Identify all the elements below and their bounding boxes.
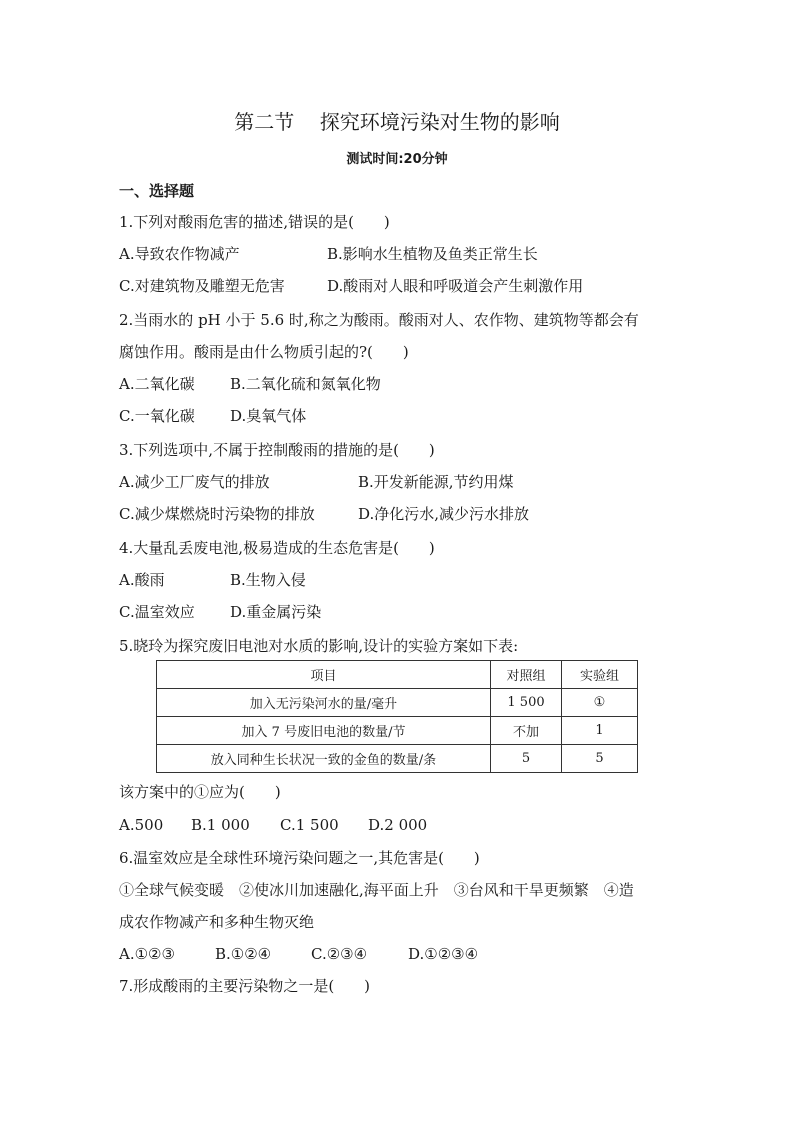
q2-option-b: B.二氧化硫和氮氧化物 bbox=[230, 375, 381, 393]
table-header: 对照组 bbox=[491, 661, 562, 689]
table-row bbox=[157, 689, 638, 717]
q3-option-b: B.开发新能源,节约用煤 bbox=[358, 473, 514, 491]
table-header-row bbox=[157, 661, 638, 689]
section-heading: 一、选择题 bbox=[119, 182, 195, 200]
q5-option-c: C.1 500 bbox=[280, 816, 339, 834]
page-title: 第二节 探究环境污染对生物的影响 bbox=[234, 110, 560, 134]
test-time: 测试时间:20分钟 bbox=[346, 152, 448, 167]
q6-option-a: A.①②③ bbox=[119, 945, 175, 963]
question-6-stem: 6.温室效应是全球性环境污染问题之一,其危害是( ) bbox=[119, 849, 480, 867]
question-3-stem: 3.下列选项中,不属于控制酸雨的措施的是( ) bbox=[119, 441, 435, 459]
table-cell: 5 bbox=[491, 745, 562, 773]
q5-option-a: A.500 bbox=[119, 816, 164, 834]
q2-option-d: D.臭氧气体 bbox=[230, 407, 307, 425]
q2-option-c: C.一氧化碳 bbox=[119, 407, 195, 425]
question-7-stem: 7.形成酸雨的主要污染物之一是( ) bbox=[119, 977, 371, 995]
q1-option-a: A.导致农作物减产 bbox=[119, 245, 240, 263]
table-cell: 1 bbox=[562, 717, 638, 745]
question-5-followup: 该方案中的①应为( ) bbox=[119, 783, 281, 801]
question-5-stem: 5.晓玲为探究废旧电池对水质的影响,设计的实验方案如下表: bbox=[119, 637, 519, 655]
question-6-items-line1: ①全球气候变暖 ②使冰川加速融化,海平面上升 ③台风和干旱更频繁 ④造 bbox=[119, 881, 634, 899]
q4-option-a: A.酸雨 bbox=[119, 571, 165, 589]
table-row bbox=[157, 717, 638, 745]
q5-option-b: B.1 000 bbox=[191, 816, 250, 834]
q1-option-d: D.酸雨对人眼和呼吸道会产生刺激作用 bbox=[327, 277, 584, 295]
q6-option-c: C.②③④ bbox=[311, 945, 368, 963]
question-2-stem-line2: 腐蚀作用。酸雨是由什么物质引起的?( ) bbox=[119, 343, 409, 361]
q3-option-d: D.净化污水,减少污水排放 bbox=[358, 505, 530, 523]
q2-option-a: A.二氧化碳 bbox=[119, 375, 195, 393]
question-4-stem: 4.大量乱丢废电池,极易造成的生态危害是( ) bbox=[119, 539, 435, 557]
q4-option-d: D.重金属污染 bbox=[230, 603, 322, 621]
table-cell: 加入无污染河水的量/毫升 bbox=[157, 689, 491, 717]
table-row bbox=[157, 745, 638, 773]
q1-option-c: C.对建筑物及雕塑无危害 bbox=[119, 277, 285, 295]
question-6-items-line2: 成农作物减产和多种生物灭绝 bbox=[119, 913, 315, 931]
q4-option-c: C.温室效应 bbox=[119, 603, 195, 621]
q3-option-c: C.减少煤燃烧时污染物的排放 bbox=[119, 505, 315, 523]
table-cell: 加入 7 号废旧电池的数量/节 bbox=[157, 717, 491, 745]
q3-option-a: A.减少工厂废气的排放 bbox=[119, 473, 270, 491]
q1-option-b: B.影响水生植物及鱼类正常生长 bbox=[327, 245, 538, 263]
table-cell: 5 bbox=[562, 745, 638, 773]
table-cell: ① bbox=[562, 689, 638, 717]
q5-option-d: D.2 000 bbox=[368, 816, 428, 834]
experiment-table bbox=[156, 660, 638, 773]
table-header: 项目 bbox=[157, 661, 491, 689]
table-cell: 放入同种生长状况一致的金鱼的数量/条 bbox=[157, 745, 491, 773]
q4-option-b: B.生物入侵 bbox=[230, 571, 306, 589]
table-header: 实验组 bbox=[562, 661, 638, 689]
table-cell: 不加 bbox=[491, 717, 562, 745]
q6-option-d: D.①②③④ bbox=[408, 945, 479, 963]
question-2-stem-line1: 2.当雨水的 pH 小于 5.6 时,称之为酸雨。酸雨对人、农作物、建筑物等都会有 bbox=[119, 311, 639, 329]
q6-option-b: B.①②④ bbox=[215, 945, 272, 963]
question-1-stem: 1.下列对酸雨危害的描述,错误的是( ) bbox=[119, 213, 390, 231]
table-cell: 1 500 bbox=[491, 689, 562, 717]
